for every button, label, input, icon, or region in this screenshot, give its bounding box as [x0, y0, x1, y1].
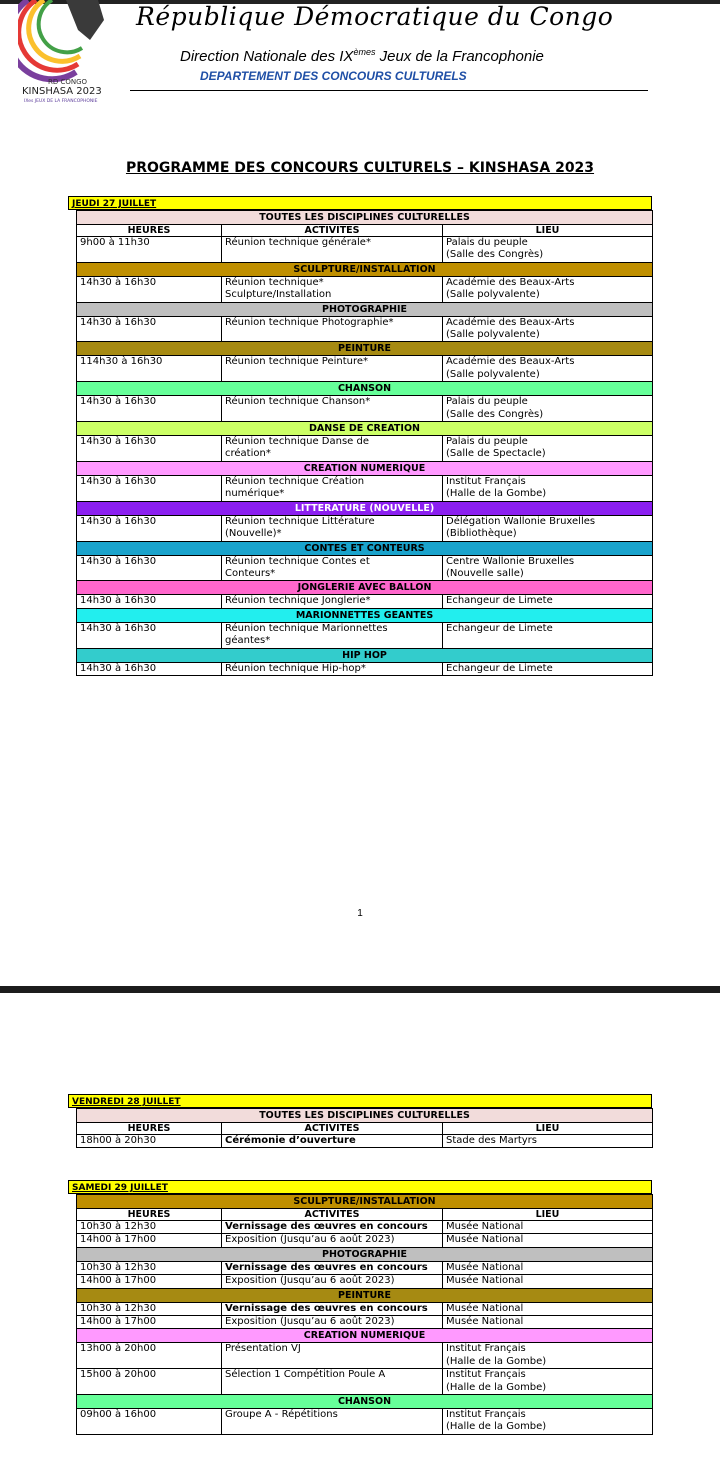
schedule-table — [76, 1194, 653, 1435]
cell-heures: 10h30 à 12h30 — [77, 1221, 222, 1234]
cell-heures: 14h30 à 16h30 — [77, 276, 222, 302]
section-row — [77, 581, 653, 595]
cell-activite: Réunion technique Danse de création* — [222, 436, 443, 462]
cell-activite: Vernissage des œuvres en concours — [222, 1221, 443, 1234]
logo-line1: RD CONGO — [48, 78, 88, 86]
table-row — [77, 237, 653, 263]
table-row — [77, 1261, 653, 1274]
cell-activite: Groupe A - Répétitions — [222, 1409, 443, 1435]
section-row — [77, 302, 653, 316]
kinshasa-2023-logo — [18, 0, 130, 106]
direction-post: Jeux de la Francophonie — [375, 48, 544, 65]
cell-activite: Exposition (Jusqu’au 6 août 2023) — [222, 1234, 443, 1247]
table-row — [77, 555, 653, 581]
day-block-jeudi — [68, 196, 652, 676]
col-heures: HEURES — [77, 225, 222, 237]
table-row — [77, 1409, 653, 1435]
cell-activite: Réunion technique* Sculpture/Installation — [222, 276, 443, 302]
section-row — [77, 382, 653, 396]
cell-heures: 14h30 à 16h30 — [77, 622, 222, 648]
cell-heures: 10h30 à 12h30 — [77, 1261, 222, 1274]
cell-activite: Réunion technique Peinture* — [222, 356, 443, 382]
cell-lieu: Palais du peuple (Salle des Congrès) — [443, 396, 653, 422]
cell-activite: Vernissage des œuvres en concours — [222, 1302, 443, 1315]
section-title: CREATION NUMERIQUE — [77, 461, 653, 475]
section-title: SCULPTURE/INSTALLATION — [77, 1195, 653, 1209]
cell-activite: Cérémonie d’ouverture — [222, 1135, 443, 1148]
table-row — [77, 595, 653, 608]
cell-heures: 14h00 à 17h00 — [77, 1316, 222, 1329]
cell-lieu: Echangeur de Limete — [443, 595, 653, 608]
svg-text:RD CONGO — [48, 78, 88, 86]
section-title: CHANSON — [77, 382, 653, 396]
cell-lieu: Palais du peuple (Salle de Spectacle) — [443, 436, 653, 462]
section-row — [77, 342, 653, 356]
republic-title: République Démocratique du Congo — [136, 2, 614, 31]
column-header-row — [77, 1123, 653, 1135]
cell-activite: Réunion technique Contes et Conteurs* — [222, 555, 443, 581]
section-title: DANSE DE CREATION — [77, 422, 653, 436]
cell-lieu: Académie des Beaux-Arts (Salle polyvalente) — [443, 316, 653, 342]
section-title: JONGLERIE AVEC BALLON — [77, 581, 653, 595]
cell-lieu: Musée National — [443, 1316, 653, 1329]
day-header: SAMEDI 29 JUILLET — [68, 1180, 652, 1194]
column-header-row — [77, 1209, 653, 1221]
table-row — [77, 436, 653, 462]
svg-text:KINSHASA 2023 — [22, 86, 102, 97]
table-row — [77, 316, 653, 342]
cell-lieu: Musée National — [443, 1261, 653, 1274]
logo-line3: IXes JEUX DE LA FRANCOPHONIE — [24, 99, 98, 104]
section-title: TOUTES LES DISCIPLINES CULTURELLES — [77, 211, 653, 225]
cell-activite: Réunion technique générale* — [222, 237, 443, 263]
section-row — [77, 262, 653, 276]
table-row — [77, 396, 653, 422]
table-row — [77, 1234, 653, 1247]
cell-lieu: Institut Français (Halle de la Gombe) — [443, 1343, 653, 1369]
cell-lieu: Musée National — [443, 1275, 653, 1288]
cell-heures: 114h30 à 16h30 — [77, 356, 222, 382]
direction-sup: èmes — [353, 47, 376, 57]
cell-heures: 14h30 à 16h30 — [77, 595, 222, 608]
cell-lieu: Académie des Beaux-Arts (Salle polyvalente) — [443, 276, 653, 302]
cell-lieu: Musée National — [443, 1302, 653, 1315]
section-row — [77, 211, 653, 225]
col-activites: ACTIVITES — [222, 1209, 443, 1221]
department-line: DEPARTEMENT DES CONCOURS CULTURELS — [200, 69, 467, 83]
schedule-table — [76, 210, 653, 676]
cell-lieu: Centre Wallonie Bruxelles (Nouvelle salle) — [443, 555, 653, 581]
cell-heures: 14h30 à 16h30 — [77, 475, 222, 501]
section-row — [77, 461, 653, 475]
section-row — [77, 1195, 653, 1209]
section-title: SCULPTURE/INSTALLATION — [77, 262, 653, 276]
cell-heures: 13h00 à 20h00 — [77, 1343, 222, 1369]
cell-heures: 14h30 à 16h30 — [77, 515, 222, 541]
cell-activite: Sélection 1 Compétition Poule A — [222, 1369, 443, 1395]
cell-heures: 9h00 à 11h30 — [77, 237, 222, 263]
cell-lieu: Echangeur de Limete — [443, 622, 653, 648]
cell-activite: Réunion technique Jonglerie* — [222, 595, 443, 608]
cell-heures: 14h30 à 16h30 — [77, 396, 222, 422]
cell-heures: 15h00 à 20h00 — [77, 1369, 222, 1395]
column-header-row — [77, 225, 653, 237]
cell-activite: Exposition (Jusqu’au 6 août 2023) — [222, 1316, 443, 1329]
cell-activite: Réunion technique Création numérique* — [222, 475, 443, 501]
table-row — [77, 1316, 653, 1329]
table-row — [77, 1275, 653, 1288]
section-row — [77, 648, 653, 662]
section-title: LITTERATURE (NOUVELLE) — [77, 501, 653, 515]
cell-heures: 18h00 à 20h30 — [77, 1135, 222, 1148]
cell-lieu: Académie des Beaux-Arts (Salle polyvalente) — [443, 356, 653, 382]
table-row — [77, 515, 653, 541]
table-row — [77, 1343, 653, 1369]
cell-lieu: Musée National — [443, 1221, 653, 1234]
col-activites: ACTIVITES — [222, 1123, 443, 1135]
svg-text:IXes JEUX DE LA FRANCOPHONIE — [24, 98, 98, 104]
section-row — [77, 1395, 653, 1409]
table-row — [77, 1135, 653, 1148]
page-break — [0, 986, 720, 993]
direction-pre: Direction Nationale des IX — [180, 48, 354, 65]
cell-lieu: Stade des Martyrs — [443, 1135, 653, 1148]
cell-heures: 14h30 à 16h30 — [77, 436, 222, 462]
table-row — [77, 622, 653, 648]
section-row — [77, 501, 653, 515]
day-block-vendredi — [68, 1094, 652, 1148]
section-row — [77, 541, 653, 555]
section-row — [77, 1329, 653, 1343]
section-title: PHOTOGRAPHIE — [77, 1247, 653, 1261]
schedule-table — [76, 1108, 653, 1148]
cell-lieu: Echangeur de Limete — [443, 662, 653, 675]
cell-lieu: Institut Français (Halle de la Gombe) — [443, 475, 653, 501]
logo-line2: KINSHASA 2023 — [22, 86, 102, 97]
table-row — [77, 1221, 653, 1234]
col-heures: HEURES — [77, 1123, 222, 1135]
table-row — [77, 662, 653, 675]
col-lieu: LIEU — [443, 1209, 653, 1221]
section-row — [77, 422, 653, 436]
col-lieu: LIEU — [443, 225, 653, 237]
cell-lieu: Palais du peuple (Salle des Congrès) — [443, 237, 653, 263]
table-row — [77, 475, 653, 501]
section-title: PHOTOGRAPHIE — [77, 302, 653, 316]
cell-activite: Réunion technique Marionnettes géantes* — [222, 622, 443, 648]
section-title: CHANSON — [77, 1395, 653, 1409]
table-row — [77, 356, 653, 382]
col-activites: ACTIVITES — [222, 225, 443, 237]
section-title: CONTES ET CONTEURS — [77, 541, 653, 555]
section-title: HIP HOP — [77, 648, 653, 662]
cell-activite: Exposition (Jusqu’au 6 août 2023) — [222, 1275, 443, 1288]
cell-lieu: Délégation Wallonie Bruxelles (Bibliothèque) — [443, 515, 653, 541]
table-row — [77, 1369, 653, 1395]
cell-heures: 14h00 à 17h00 — [77, 1234, 222, 1247]
col-lieu: LIEU — [443, 1123, 653, 1135]
cell-heures: 14h00 à 17h00 — [77, 1275, 222, 1288]
cell-heures: 14h30 à 16h30 — [77, 555, 222, 581]
section-title: MARIONNETTES GEANTES — [77, 608, 653, 622]
direction-line — [180, 47, 544, 65]
col-heures: HEURES — [77, 1209, 222, 1221]
cell-heures: 14h30 à 16h30 — [77, 662, 222, 675]
section-title: PEINTURE — [77, 342, 653, 356]
section-row — [77, 1288, 653, 1302]
day-header: JEUDI 27 JUILLET — [68, 196, 652, 210]
cell-lieu: Institut Français (Halle de la Gombe) — [443, 1409, 653, 1435]
cell-heures: 09h00 à 16h00 — [77, 1409, 222, 1435]
section-row — [77, 1247, 653, 1261]
section-row — [77, 1109, 653, 1123]
cell-activite: Réunion technique Chanson* — [222, 396, 443, 422]
cell-activite: Réunion technique Littérature (Nouvelle)* — [222, 515, 443, 541]
table-row — [77, 1302, 653, 1315]
page-number: 1 — [357, 908, 363, 919]
cell-activite: Réunion technique Hip-hop* — [222, 662, 443, 675]
document-title: PROGRAMME DES CONCOURS CULTURELS – KINSHASA 2023 — [125, 160, 595, 176]
section-title: PEINTURE — [77, 1288, 653, 1302]
cell-heures: 14h30 à 16h30 — [77, 316, 222, 342]
cell-activite: Vernissage des œuvres en concours — [222, 1261, 443, 1274]
day-header: VENDREDI 28 JUILLET — [68, 1094, 652, 1108]
cell-lieu: Institut Français (Halle de la Gombe) — [443, 1369, 653, 1395]
section-title: TOUTES LES DISCIPLINES CULTURELLES — [77, 1109, 653, 1123]
cell-activite: Présentation VJ — [222, 1343, 443, 1369]
header-rule — [130, 90, 648, 91]
section-row — [77, 608, 653, 622]
cell-heures: 10h30 à 12h30 — [77, 1302, 222, 1315]
cell-lieu: Musée National — [443, 1234, 653, 1247]
section-title: CREATION NUMERIQUE — [77, 1329, 653, 1343]
table-row — [77, 276, 653, 302]
cell-activite: Réunion technique Photographie* — [222, 316, 443, 342]
day-block-samedi — [68, 1180, 652, 1435]
